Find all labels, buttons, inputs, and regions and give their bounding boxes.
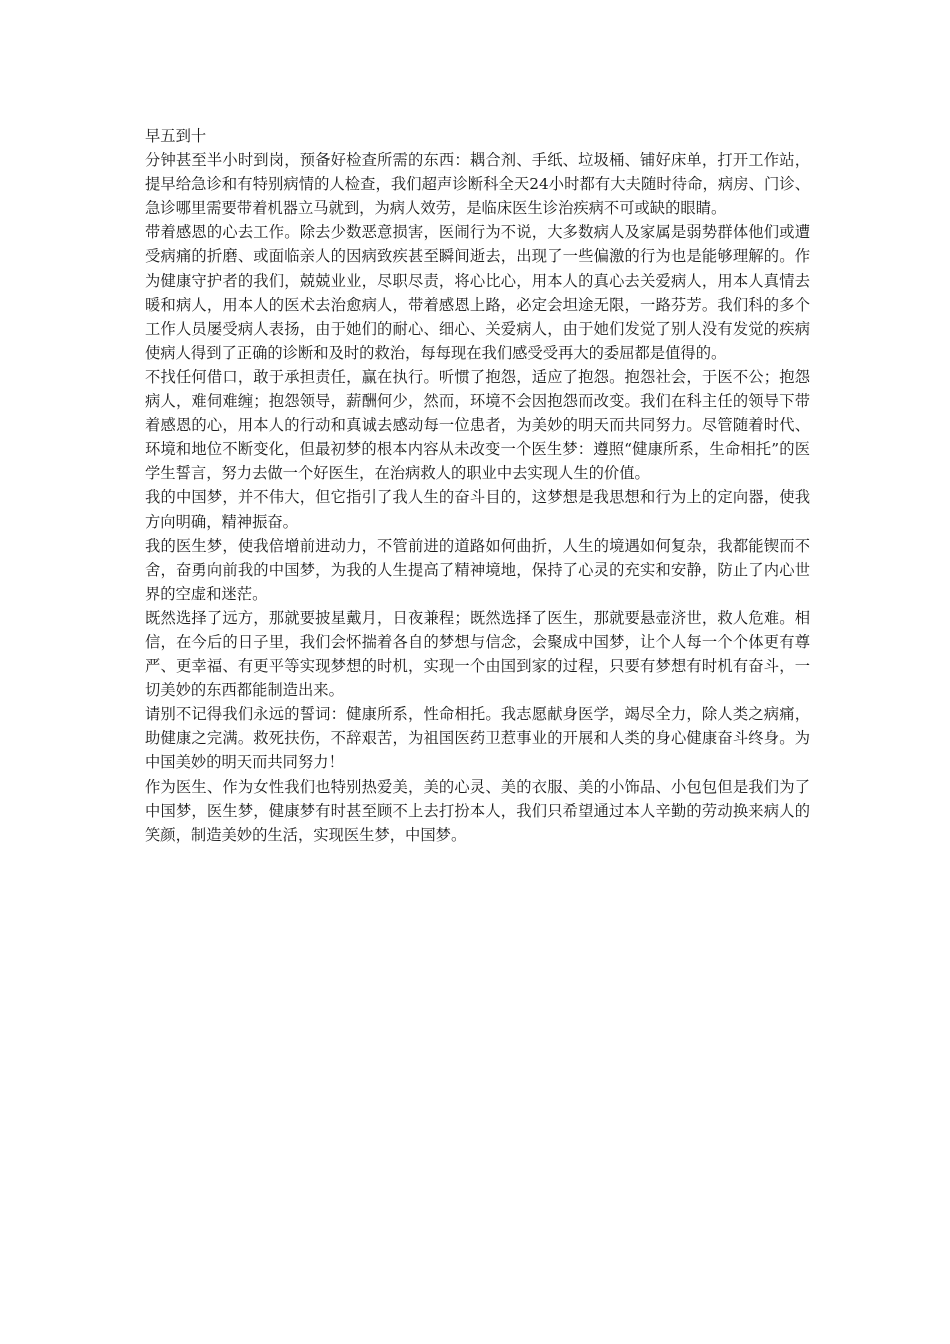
paragraph-heading-line: 早五到十 <box>145 127 207 145</box>
paragraph-chosen-path: 既然选择了远方，那就要披星戴月，日夜兼程；既然选择了医生，那就要悬壶济世，救人危难。相信，在今后的日子里，我们会怀揣着各自的梦想与信念，会聚成中国梦，让个人每一个个体更有尊严、更幸福、有更平等实现梦想的时机，实现一个由国到家的过程，只要有梦想有时机有奋斗，一切美妙的东西都能制造出来。 <box>145 608 810 700</box>
paragraph-grateful-work: 带着感恩的心去工作。除去少数恶意损害，医闹行为不说，大多数病人及家属是弱势群体他们或遭受病痛的折磨、或面临亲人的因病致疾甚至瞬间逝去，出现了一些偏激的行为也是能够理解的。作为健康守护者的我们，兢兢业业，尽职尽责，将心比心，用本人的真心去关爱病人，用本人真情去暖和病人，用本人的医术去治愈病人，带着感恩上路，必定会坦途无限，一路芬芳。我们科的多个工作人员屡受病人表扬，由于她们的耐心、细心、关爱病人，由于她们发觉了别人没有发觉的疾病使病人得到了正确的诊断和及时的救治，每每现在我们感受受再大的委屈都是值得的。 <box>145 223 810 362</box>
paragraph-arrival-prep: 分钟甚至半小时到岗，预备好检查所需的东西：耦合剂、手纸、垃圾桶、铺好床单，打开工作站，提早给急诊和有特别病情的人检查，我们超声诊断科全天24小时都有大夫随时待命，病房、门诊、急诊哪里需要带着机器立马就到，为病人效劳，是临床医生诊治疾病不可或缺的眼睛。 <box>145 151 810 218</box>
paragraph-oath: 请别不记得我们永远的誓词：健康所系，性命相托。我志愿献身医学，竭尽全力，除人类之病痛，助健康之完满。救死扶伤，不辞艰苦，为祖国医药卫惹事业的开展和人类的身心健康奋斗终身。为中国美妙的明天而共同努力！ <box>145 705 810 772</box>
paragraph-china-dream: 我的中国梦，并不伟大，但它指引了我人生的奋斗目的，这梦想是我思想和行为上的定向器，使我方向明确，精神振奋。 <box>145 488 810 531</box>
paragraph-doctor-dream: 我的医生梦，使我倍增前进动力，不管前进的道路如何曲折，人生的境遇如何复杂，我都能锲而不舍，奋勇向前我的中国梦，为我的人生提高了精神境地，保持了心灵的充实和安静，防止了内心世界的空虚和迷茫。 <box>145 536 810 603</box>
paragraph-love-beauty: 作为医生、作为女性我们也特别热爱美，美的心灵、美的衣服、美的小饰品、小包包但是我们为了中国梦，医生梦，健康梦有时甚至顾不上去打扮本人，我们只希望通过本人辛勤的劳动换来病人的笑颜，制造美妙的生活，实现医生梦，中国梦。 <box>145 777 810 844</box>
paragraph-no-excuses: 不找任何借口，敢于承担责任，赢在执行。听惯了抱怨，适应了抱怨。抱怨社会，于医不公；抱怨病人，难伺难缠；抱怨领导，薪酬何少，然而，环境不会因抱怨而改变。我们在科主任的领导下带着感恩的心，用本人的行动和真诚去感动每一位患者，为美妙的明天而共同努力。尽管随着时代、环境和地位不断变化，但最初梦的根本内容从未改变一个医生梦：遵照“健康所系，生命相托”的医学生誓言，努力去做一个好医生，在治病救人的职业中去实现人生的价值。 <box>145 367 810 483</box>
document-body <box>145 124 810 847</box>
